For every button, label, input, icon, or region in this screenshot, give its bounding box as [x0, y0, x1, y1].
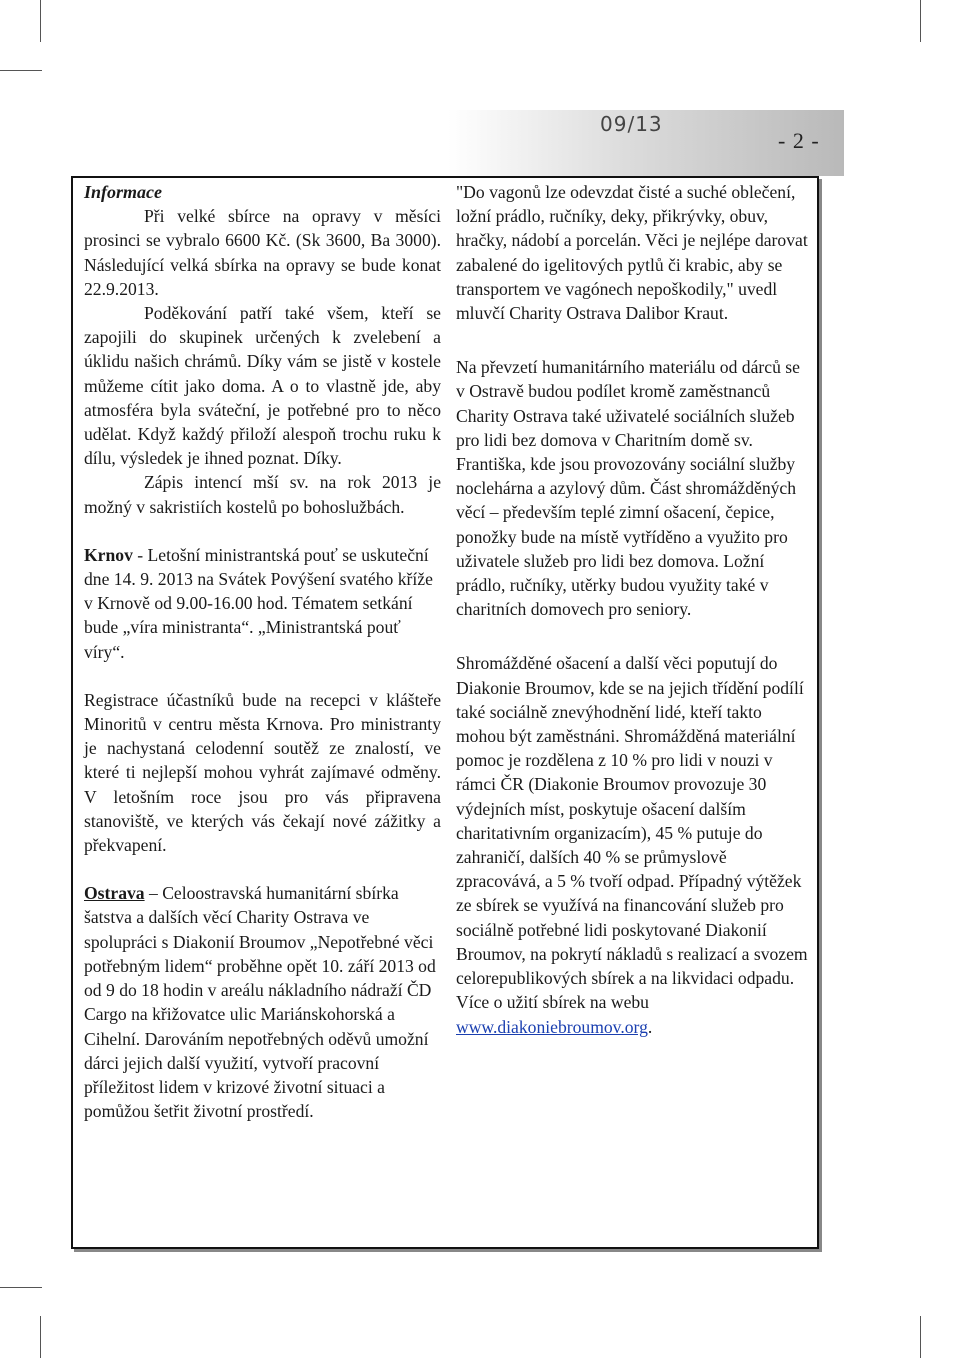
ostrava-title: Ostrava [84, 883, 145, 904]
paragraph-vagony: "Do vagonů lze odevzdat čisté a suché oblečení, ložní prádlo, ručníky, deky, přikrývky, obuv, hračky, nádobí a porcelán. Věci je nejlépe darovat zabalené do igelitových pytlů či krabic, aby se transportem ve vagónech nepoškodily," uvedl mluvčí Charity Ostrava Dalibor Kraut. [456, 182, 808, 324]
crop-mark [920, 0, 921, 42]
paragraph-sbirka: Při velké sbírce na opravy v měsíci prosinci se vybralo 6600 Kč. (Sk 3600, Ba 3000). Následující velká sbírka na opravy se bude konat 22.9.2013. [84, 206, 441, 299]
paragraph-diakonie [456, 651, 811, 1038]
paragraph-krnov [84, 543, 441, 664]
page-number: - 2 - [778, 128, 820, 153]
diakonie-text: Shromážděné ošacení a další věci poputují do Diakonie Broumov, kde se na jejich třídění podílí také sociálně znevýhodnění lidé, kteří takto mohou být zaměstnáni. Shromážděná materiální pomoc je rozdělena z 10 % pro lidi v nouzi v rámci ČR (Diakonie Broumov provozuje 30 výdejních míst, poskytuje ošacení dalším charitativním organizacím), 45 % putuje do zahraničí, dalších 40 % se průmyslově zpracovává, a 5 % tvoří odpad. Případný výtěžek ze sbírek se využívá na financování služeb pro sociálně potřebné lidi poskytované Diakonií Broumov, na pokrytí nákladů s realizací a svozem celorepublikových sbírek a na likvidaci odpadu. Více o užití sbírek na webu [456, 653, 808, 1013]
crop-mark [0, 70, 42, 71]
diakonie-link[interactable]: www.diakoniebroumov.org [456, 1016, 648, 1037]
krnov-title: Krnov [84, 544, 133, 565]
issue-number: 09/13 [600, 112, 663, 136]
diakonie-end: . [647, 1016, 653, 1037]
paragraph-ostrava [84, 881, 441, 1123]
crop-mark [40, 0, 41, 42]
left-column [84, 180, 441, 1123]
paragraph-intence: Zápis intencí mší sv. na rok 2013 je možný v sakristiích kostelů po bohoslužbách. [84, 472, 441, 517]
section-heading-informace: Informace [84, 182, 162, 202]
paragraph-prevzeti: Na převzetí humanitárního materiálu od dárců se v Ostravě budou podílet kromě zaměstnanců Charity Ostrava také uživatelé sociálních služeb pro lidi bez domova v Charitním domě sv. Františka, kde jsou provozovány sociální služby noclehárna a azylový dům. Část shromážděných věcí – především teplé zimní ošacení, čepice, ponožky bude na místě vytříděno a využito pro uživatele služeb pro lidi bez domova. Ložní prádlo, ručníky, utěrky budou využity také v charitních domovech pro seniory. [456, 357, 800, 620]
paragraph-podekovani: Poděkování patří také všem, kteří se zapojili do skupinek určených k zvelebení a úklidu našich chrámů. Díky vám se jistě v kostele můžeme cítit jako doma. A o to vlastně jde, aby atmosféra byla sváteční, je potřebné pro to něco udělat. Když každý přiloží alespoň trochu ruku k dílu, výsledek je ihned poznat. Díky. [84, 303, 441, 469]
right-column [456, 180, 811, 1039]
crop-mark [40, 1316, 41, 1358]
paragraph-registrace: Registrace účastníků bude na recepci v klášteře Minoritů v centru města Krnova. Pro ministranty je nachystaná celodenní soutěž ze znalostí, ve které ti nejlepší mohou vyhrát zajímavé odměny. V letošním roce jsou pro vás připravena stanoviště, ve kterých vás čekají nové zážitky a překvapení. [84, 689, 441, 856]
ostrava-text: – Celoostravská humanitární sbírka šatstva a dalších věcí Charity Ostrava ve spolupráci s Diakonií Broumov „Nepotřebné věci potřebným lidem“ proběhne opět 10. září 2013 od od 9 do 18 hodin v areálu nákladního nádraží ČD Cargo na křižovatce ulic Mariánskohorská a Cihelní. Darováním nepotřebných oděvů umožní dárci jejich další využití, vytvoří pracovní příležitost lidem v krizové životní situaci a pomůžou šetřit životní prostředí. [84, 883, 436, 1122]
crop-mark [920, 1316, 921, 1358]
krnov-text: - Letošní ministrantská pouť se uskuteční dne 14. 9. 2013 na Svátek Povýšení svatého kříže v Krnově od 9.00-16.00 hod. Tématem setkání bude „víra ministranta“. „Ministrantská pouť víry“. [84, 544, 433, 662]
crop-mark [0, 1287, 42, 1288]
